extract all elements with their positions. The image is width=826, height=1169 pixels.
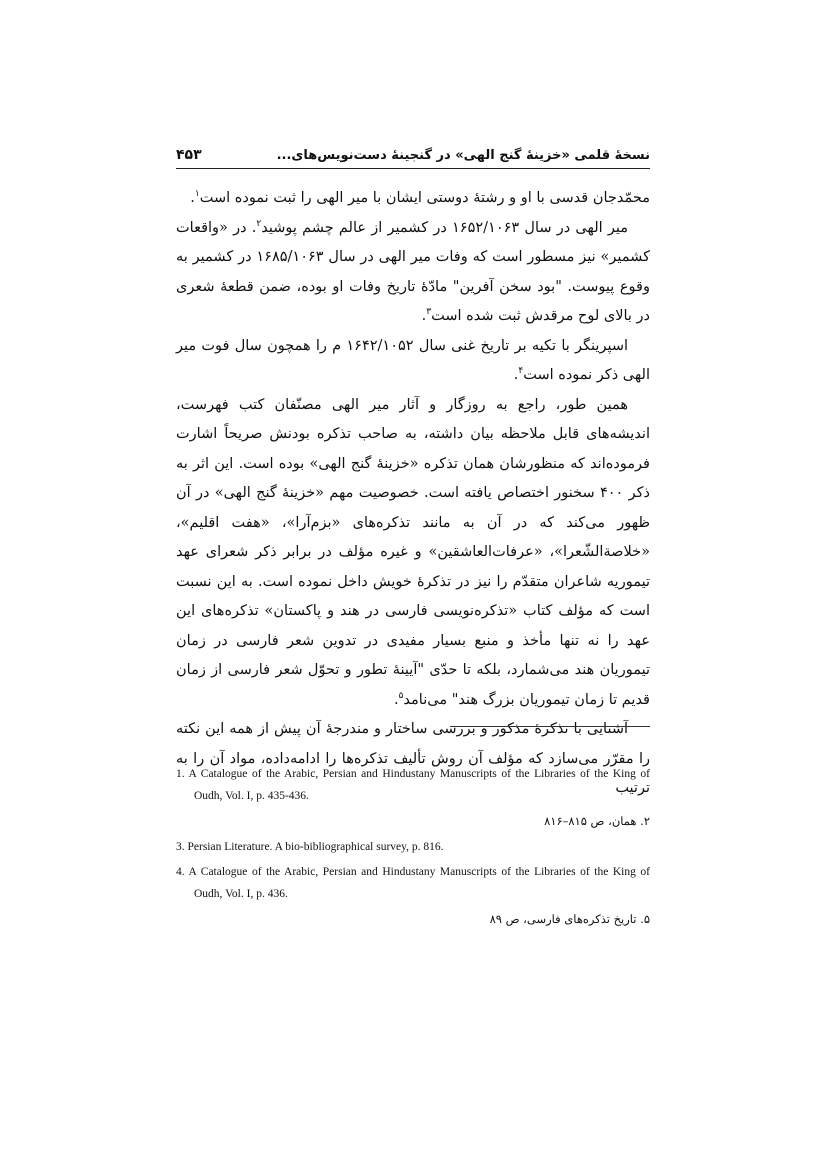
footnote-4: 4. A Catalogue of the Arabic, Persian and Hindustany Manuscripts of the Libraries of the King of Oudh, Vol. I, p. 436. <box>176 866 650 900</box>
paragraph <box>176 184 650 214</box>
paragraph-text: آشنایی با تذکرهٔ مذکور و بررسی ساختار و مندرجهٔ آن پیش از همه این نکته را مقرّر می‌سازد که مؤلف آن روش تألیف تذکره‌ها را ادامه‌داده، مواد آن را به ترتیب <box>176 721 650 796</box>
footnote-5: ۵. تاریخ تذکره‌های فارسی، ص ۸۹ <box>489 912 650 926</box>
paragraph-text: . <box>421 308 427 324</box>
paragraph-text: محمّدجان قدسی با او و رشتهٔ دوستی ایشان با میر الهی را ثبت نموده است <box>199 190 650 206</box>
paragraph-text: اسپرینگر با تکیه بر تاریخ غنی سال ۱۶۴۲/۱۰۵۲ م را همچون سال فوت میر الهی ذکر نموده است <box>176 337 650 383</box>
footnote-ref[interactable]: ۵ <box>398 690 404 701</box>
footnote-ref[interactable]: ۴ <box>518 366 524 377</box>
running-header <box>176 143 650 167</box>
page-number: ۴۵۳ <box>176 147 202 163</box>
paragraph-text: . <box>190 190 195 206</box>
header-rule <box>176 168 650 169</box>
running-title: نسخهٔ قلمی «خزینهٔ گنج الهی» در گنجینهٔ دست‌نویس‌های... <box>276 147 650 163</box>
footnote-2: ۲. همان، ص ۸۱۵–۸۱۶ <box>544 814 650 828</box>
footnote-ref[interactable]: ۳ <box>426 307 432 318</box>
footnote-ref[interactable]: ۲ <box>256 218 262 229</box>
footnotes <box>176 764 650 935</box>
footnote-3: 3. Persian Literature. A bio-bibliographical survey, p. 816. <box>176 840 444 853</box>
paragraph <box>176 332 650 391</box>
footnote-1: 1. A Catalogue of the Arabic, Persian and Hindustany Manuscripts of the Libraries of the King of Oudh, Vol. I, p. 435-436. <box>176 768 650 802</box>
footnote-ref[interactable]: ۱ <box>194 189 200 200</box>
paragraph <box>176 214 650 332</box>
paragraph-text: . <box>513 367 519 383</box>
paragraph-text: همین طور، راجع به روزگار و آثار میر الهی مصنّفان کتب فهرست، اندیشه‌های قابل ملاحظه بیان داشته، به صاحب تذکره بودنش صریحاً اشارت فرموده‌اند که منظورشان همان تذکره «خزینهٔ گنج الهی» بوده است. این اثر به ذکر ۴۰۰ سخنور اختصاص یافته است. خصوصیت مهم «خزینهٔ گنج الهی» در آن ظهور می‌کند که در آن به مانند تذکره‌های «بزم‌آرا»، «هفت اقلیم»، «خلاصة‌الشّعرا»، «عرفات‌العاشقین» و غیره مؤلف در برابر ذکر شعرای عهد تیموریه شاعران متقدّم را نیز در تذکرهٔ خویش داخل نموده است. به این نسبت است که مؤلف کتاب «تذکره‌نویسی فارسی در هند و پاکستان» تذکره‌های این عهد را نه تنها مأخذ و منبع بسیار مفیدی در تدوین شعر فارسی در زمان تیموریان هند می‌شمارد، بلکه تا حدّی "آیینهٔ تطور و تحوّل شعر فارسی از زمان قدیم تا زمان تیموریان بزرگ هند" می‌نامد <box>176 396 650 708</box>
paragraph-text: . <box>393 691 399 708</box>
paragraph-text: میر الهی در سال ۱۶۵۲/۱۰۶۳ در کشمیر از عالم چشم پوشید <box>261 219 628 236</box>
body-text <box>176 184 650 804</box>
paragraph-text: . در «واقعات کشمیر» نیز مسطور است که وفات میر الهی در سال ۱۶۸۵/۱۰۶۳ در کشمیر به وقوع پیوست. "بود سخن آفرین" مادّهٔ تاریخ وفات او بوده، ضمن قطعهٔ شعری در بالای لوح مرقدش ثبت شده است <box>176 219 650 324</box>
page <box>176 0 650 1169</box>
footnote-rule <box>450 726 650 727</box>
paragraph <box>176 391 650 716</box>
